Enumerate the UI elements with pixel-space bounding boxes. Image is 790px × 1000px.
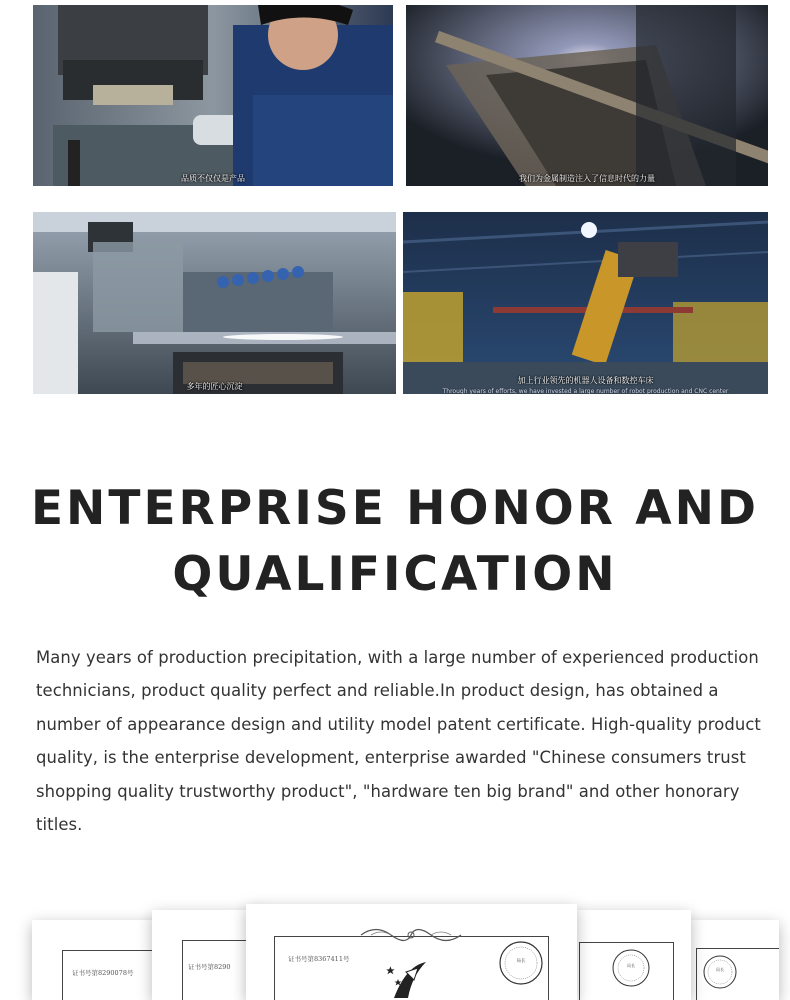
certificate-card (690, 920, 779, 1000)
svg-text:局长: 局长 (516, 959, 526, 964)
svg-text:局长: 局长 (627, 963, 635, 968)
certificate-number: 证书号第8290 (188, 963, 231, 971)
factory-photo-press-worker (33, 5, 393, 186)
certificate-card (577, 910, 691, 1000)
production-line-image (33, 212, 396, 394)
certificate-number: 证书号第8367411号 (288, 955, 350, 963)
factory-photo-welding (406, 5, 768, 186)
factory-photo-robot-arm (403, 212, 768, 394)
robot-arm-image (403, 212, 768, 394)
factory-photo-production-line (33, 212, 396, 394)
certificate-card-main (246, 904, 577, 1000)
photo-caption: 品质不仅仅是产品 (181, 174, 245, 183)
official-seal-icon (498, 940, 544, 986)
certificate-card (32, 920, 162, 1000)
photo-subcaption: Through years of efforts, we have invested a large number of robot production and CNC center (442, 388, 729, 394)
section-title-line2: QUALIFICATION (172, 547, 618, 602)
certificate-number: 证书号第8290078号 (72, 969, 134, 977)
section-title-line1: ENTERPRISE HONOR AND (30, 481, 760, 536)
section-title (20, 476, 770, 608)
official-seal-icon (702, 954, 738, 990)
ornament-icon (356, 924, 466, 946)
svg-text:局长: 局长 (716, 967, 724, 972)
patent-emblem-icon (386, 958, 432, 1000)
welding-image (406, 5, 768, 186)
photo-caption: 我们为金属制造注入了信息时代的力量 (519, 174, 655, 183)
section-description: Many years of production precipitation, with a large number of experienced production technicians, product quality perfect and reliable.In product design, has obtained a number of appearance design and utility model patent certificate. High-quality product quality, is the enterprise development, enterprise awarded "Chinese consumers trust shopping quality trustworthy product", "hardware ten big brand" and other honorary titles. (36, 648, 761, 835)
press-worker-image (33, 5, 393, 186)
official-seal-icon (611, 948, 651, 988)
photo-caption: 多年的匠心沉淀 (186, 382, 243, 391)
photo-caption: 加上行业领先的机器人设备和数控车床 (517, 376, 654, 385)
